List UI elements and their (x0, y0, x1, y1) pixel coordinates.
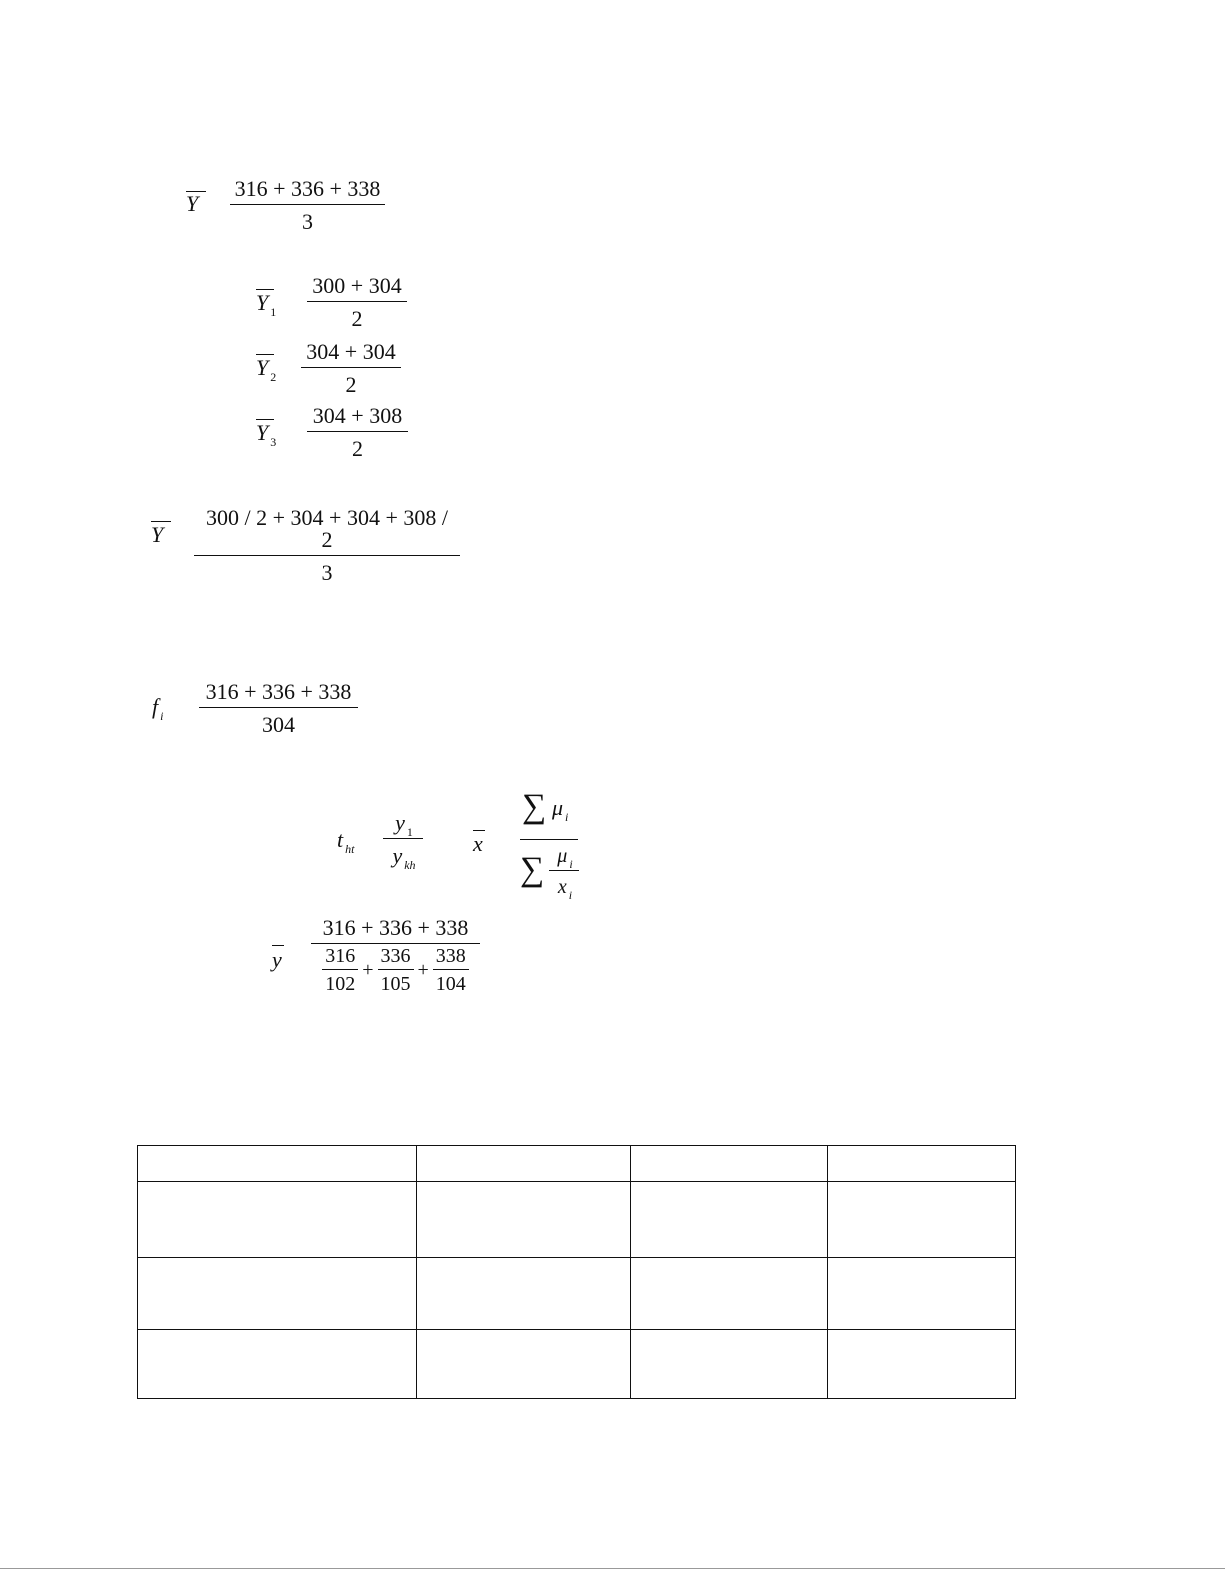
fraction-bar (520, 839, 578, 840)
variable-subscript: 1 (270, 305, 277, 319)
formula-fraction (383, 810, 423, 872)
numerator-variable: y (395, 810, 405, 835)
table-row (138, 1146, 1016, 1182)
numerator-mu: μ (552, 795, 564, 820)
fraction-numerator: 316 + 336 + 338 (234, 176, 381, 201)
inner-numerator-subscript: i (569, 857, 573, 871)
formula-variable: Y (151, 522, 164, 547)
variable-subscript: ht (345, 842, 355, 856)
formula-variable (256, 355, 277, 384)
fraction-numerator: 304 + 304 (306, 339, 396, 364)
table-cell (417, 1330, 631, 1399)
table-cell (138, 1182, 417, 1258)
table-cell (631, 1146, 828, 1182)
table-cell (417, 1182, 631, 1258)
table-row (138, 1258, 1016, 1330)
term-fraction (433, 946, 469, 994)
term-numerator: 316 (325, 945, 356, 967)
table-cell (828, 1146, 1016, 1182)
inner-x: x (557, 876, 567, 898)
inner-denominator (549, 871, 579, 902)
fraction-denominator (311, 944, 480, 994)
table-cell (417, 1146, 631, 1182)
formula-fraction (301, 341, 401, 396)
formula-fraction (307, 275, 407, 330)
formula-variable (337, 827, 355, 856)
table-cell (828, 1182, 1016, 1258)
formula-variable: y (272, 947, 282, 972)
variable-subscript: i (160, 709, 164, 723)
term-numerator: 338 (435, 945, 466, 967)
fraction-numerator: 304 + 308 (312, 403, 403, 428)
inner-numerator (549, 846, 579, 870)
table-row (138, 1182, 1016, 1258)
fraction-denominator: 2 (352, 436, 363, 461)
formula-variable (152, 694, 164, 723)
table-cell (138, 1258, 417, 1330)
variable-letter: f (152, 694, 159, 719)
variable-letter: Y (256, 420, 269, 445)
variable-subscript: 2 (270, 370, 277, 384)
denominator-variable: y (392, 843, 403, 868)
fraction-denominator: 3 (302, 209, 313, 234)
inner-fraction (549, 845, 579, 902)
formula-variable: Y (186, 191, 199, 216)
inner-denominator-subscript: i (568, 888, 573, 902)
formula-fraction (311, 917, 480, 994)
term-fraction (378, 946, 414, 994)
table-cell (138, 1330, 417, 1399)
term-numerator: 336 (380, 945, 411, 967)
fraction-numerator (383, 812, 423, 838)
numerator-variable (552, 795, 569, 824)
term-fraction (322, 946, 358, 994)
page-footer-divider (0, 1568, 1225, 1569)
fraction-numerator: 316 + 336 + 338 (205, 679, 352, 704)
numerator-subscript: i (565, 810, 569, 824)
sigma-symbol: ∑ (520, 851, 545, 888)
formula-variable (256, 420, 277, 449)
variable-subscript: 3 (270, 435, 277, 449)
table-cell (828, 1258, 1016, 1330)
fraction-numerator: 300 + 304 (312, 273, 402, 298)
plus-sign: + (362, 959, 374, 981)
term-denominator: 102 (325, 973, 356, 995)
table-row (138, 1330, 1016, 1399)
fraction-numerator: 316 + 336 + 338 (322, 915, 469, 940)
formula-fraction (307, 405, 408, 460)
table-cell (138, 1146, 417, 1182)
fraction-denominator: 3 (321, 560, 333, 585)
variable-letter: Y (256, 290, 269, 315)
variable-letter: Y (256, 355, 269, 380)
formula-fraction (199, 681, 358, 736)
fraction-denominator: 2 (351, 306, 363, 331)
inner-mu: μ (557, 845, 568, 867)
overline-bar (272, 945, 284, 946)
table-cell (828, 1330, 1016, 1399)
term-denominator: 104 (435, 973, 466, 995)
table-cell (631, 1258, 828, 1330)
formula-fraction (194, 507, 460, 584)
table-cell (631, 1330, 828, 1399)
table-cell (631, 1182, 828, 1258)
fraction-denominator: 304 (262, 712, 295, 737)
empty-table (137, 1145, 1016, 1399)
sigma-symbol: ∑ (522, 788, 547, 825)
variable-letter: t (337, 827, 344, 852)
table-cell (417, 1258, 631, 1330)
formula-variable (256, 290, 277, 319)
plus-sign: + (417, 959, 429, 981)
denominator-subscript: kh (404, 858, 416, 872)
term-denominator: 105 (380, 973, 411, 995)
formula-variable: x (473, 831, 483, 856)
fraction-denominator (383, 839, 423, 872)
fraction-numerator: 300 / 2 + 304 + 304 + 308 / 2 (206, 505, 448, 552)
fraction-denominator: 2 (345, 372, 357, 397)
formula-fraction (230, 178, 385, 233)
numerator-subscript: 1 (406, 825, 413, 839)
